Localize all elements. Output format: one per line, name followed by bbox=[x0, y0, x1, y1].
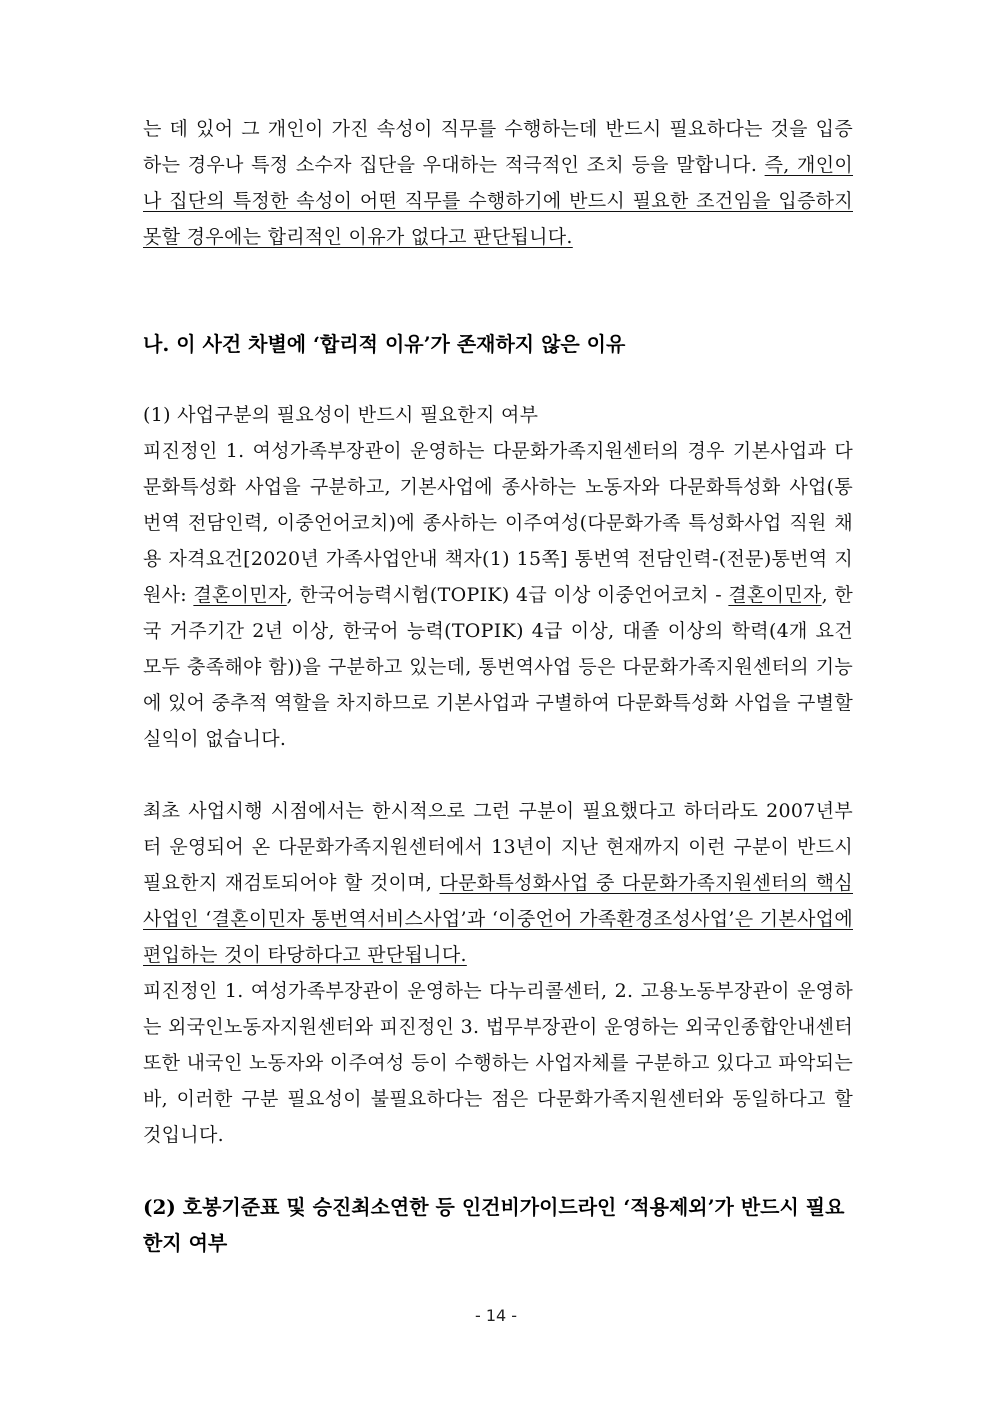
paragraph-reexamination-underlined: 다문화특성화사업 중 다문화가족지원센터의 핵심사업인 ‘결혼이민자 통번역서비스사업’과 ‘이중언어 가족환경조성사업’은 기본사업에 편입하는 것이 타당하다고 판단됩니다. bbox=[143, 872, 853, 966]
section-heading-na: 나. 이 사건 차별에 ‘합리적 이유’가 존재하지 않은 이유 bbox=[143, 332, 626, 356]
paragraph-business-division bbox=[143, 433, 853, 757]
paragraph-intro-underlined: 즉, 개인이나 집단의 특정한 속성이 어떤 직무를 수행하기에 반드시 필요한 조건임을 입증하지 못할 경우에는 합리적인 이유가 없다고 판단됩니다. bbox=[143, 154, 854, 248]
paragraph-business-division-text-b: , 한국어능력시험(TOPIK) 4급 이상 이중언어코치 - bbox=[286, 584, 729, 606]
paragraph-other-centers: 피진정인 1. 여성가족부장관이 운영하는 다누리콜센터, 2. 고용노동부장관이 운영하는 외국인노동자지원센터와 피진정인 3. 법무부장관이 운영하는 외국인종합안내센터 또한 내국인 노동자와 이주여성 등이 수행하는 사업자체를 구분하고 있다고 파악되는바, 이러한 구분 필요성이 불필요하다는 점은 다문화가족지원센터와 동일하다고 할 것입니다. bbox=[143, 980, 853, 1146]
paragraph-intro-text: 는 데 있어 그 개인이 가진 속성이 직무를 수행하는데 반드시 필요하다는 것을 입증하는 경우나 특정 소수자 집단을 우대하는 적극적인 조치 등을 말합니다. bbox=[143, 118, 853, 176]
paragraph-reexamination bbox=[143, 793, 853, 973]
underlined-term-marriage-migrant-1: 결혼이민자 bbox=[193, 584, 287, 606]
paragraph-intro bbox=[143, 111, 853, 255]
paragraph-business-division-text-c: , 한국 거주기간 2년 이상, 한국어 능력(TOPIK) 4급 이상, 대졸 이상의 학력(4개 요건 모두 충족해야 함))을 구분하고 있는데, 통번역사업 등은 다문화가족지원센터의 기능에 있어 중추적 역할을 차지하므로 기본사업과 구별하여 다문화특성화 사업을 구별할 실익이 없습니다. bbox=[143, 584, 853, 750]
paragraph-business-division-text-a: 피진정인 1. 여성가족부장관이 운영하는 다문화가족지원센터의 경우 기본사업과 다문화특성화 사업을 구분하고, 기본사업에 종사하는 노동자와 다문화특성화 사업(통번역 전담인력, 이중언어코치)에 종사하는 이주여성(다문화가족 특성화사업 직원 채용 자격요건[2020년 가족사업안내 책자(1) 15쪽] 통번역 전담인력-(전문)통번역 지원사: bbox=[143, 440, 853, 606]
underlined-term-marriage-migrant-2: 결혼이민자 bbox=[728, 584, 822, 606]
paragraph-reexamination-text: 최초 사업시행 시점에서는 한시적으로 그런 구분이 필요했다고 하더라도 2007년부터 운영되어 온 다문화가족지원센터에서 13년이 지난 현재까지 이런 구분이 반드시 필요한지 재검토되어야 할 것이며, bbox=[143, 800, 853, 894]
page-number: - 14 - bbox=[474, 1306, 518, 1325]
section-heading-2: (2) 호봉기준표 및 승진최소연한 등 인건비가이드라인 ‘적용제외’가 반드시 필요한지 여부 bbox=[143, 1195, 845, 1255]
subsection-title-1: (1) 사업구분의 필요성이 반드시 필요한지 여부 bbox=[143, 404, 539, 426]
